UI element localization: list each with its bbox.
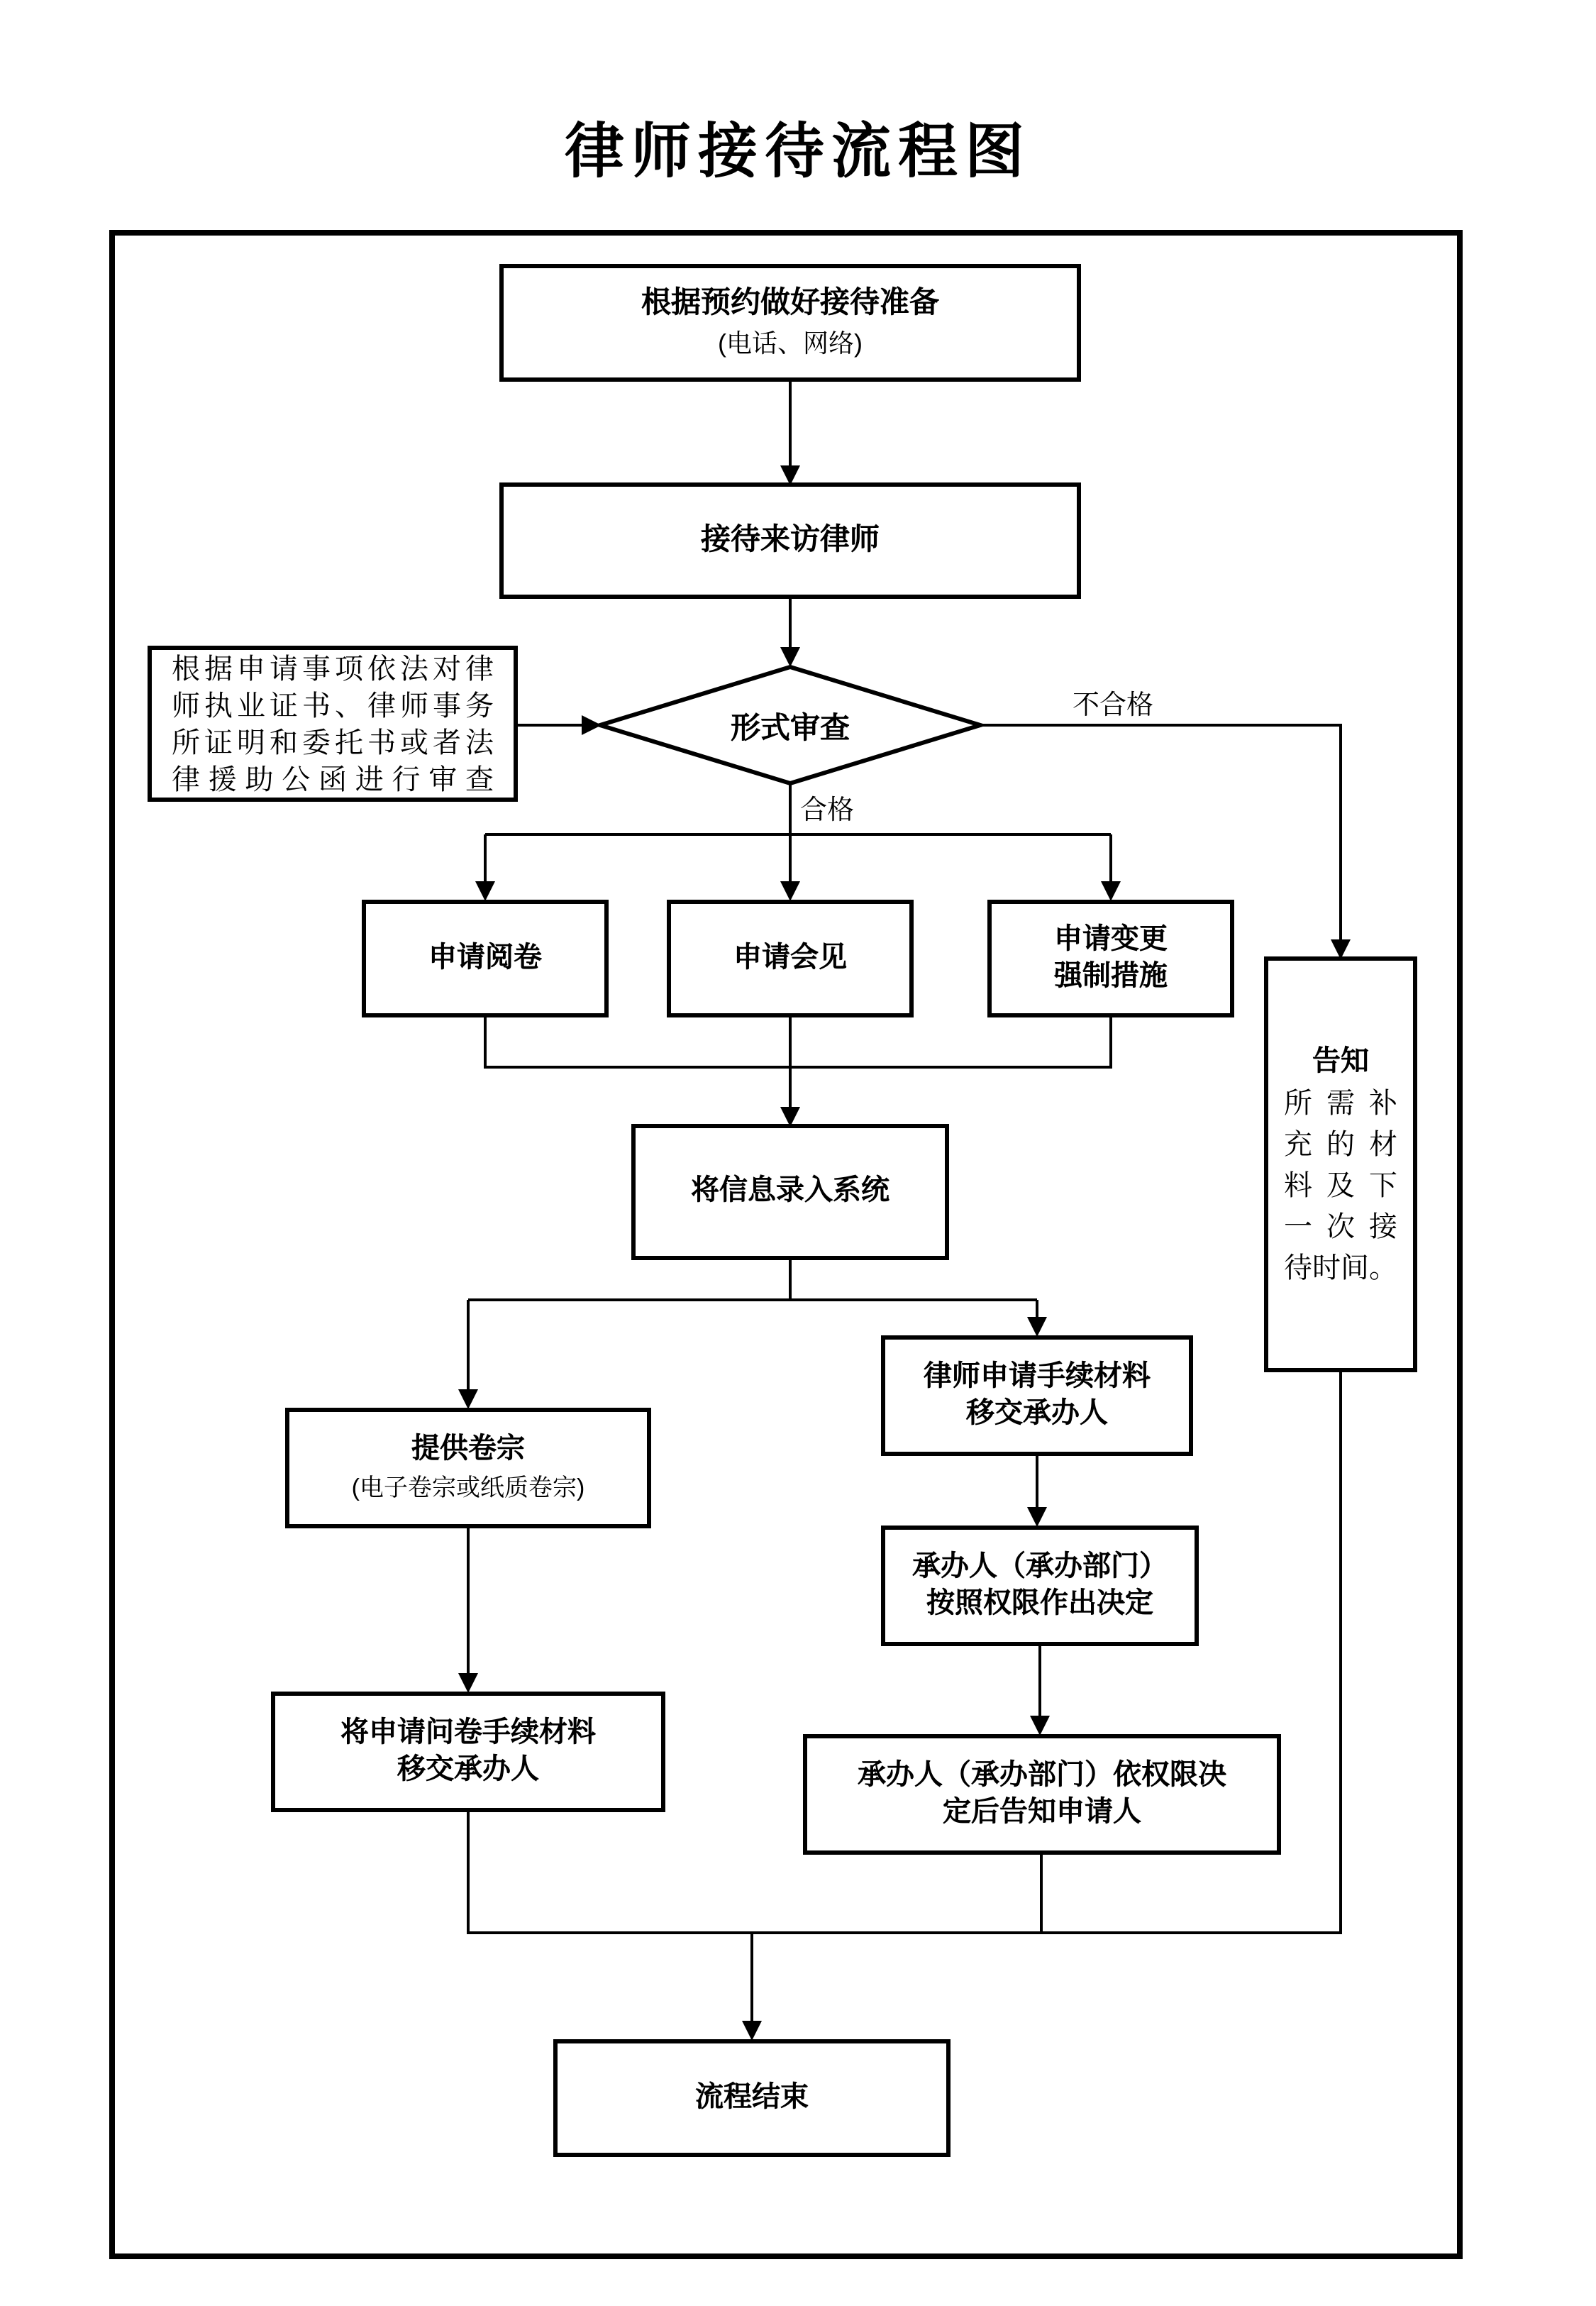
node-notify-line: 充的材 xyxy=(1284,1129,1397,1160)
node-handler-notify-line2: 定后告知申请人 xyxy=(943,1796,1141,1827)
node-end xyxy=(553,2039,951,2157)
node-notify-line: 待时间。 xyxy=(1284,1252,1397,1284)
node-receive xyxy=(499,482,1081,599)
node-apply-meeting-title: 申请会见 xyxy=(733,942,847,973)
node-prepare-title: 根据预约做好接待准备 xyxy=(641,287,939,320)
node-input-system xyxy=(631,1124,949,1260)
node-prepare xyxy=(499,264,1081,382)
node-handler-decide-line1: 承办人（承办部门） xyxy=(912,1550,1168,1582)
node-notify-line: 料及下 xyxy=(1284,1170,1397,1201)
node-lawyer-materials-line1: 律师申请手续材料 xyxy=(924,1360,1151,1392)
node-lawyer-materials-line2: 移交承办人 xyxy=(966,1397,1108,1428)
node-input-system-title: 将信息录入系统 xyxy=(691,1175,890,1207)
decision-node-label: 形式审查 xyxy=(731,712,850,745)
node-prepare-subtitle: (电话、网络) xyxy=(718,329,863,358)
node-apply-change-line1: 申请变更 xyxy=(1054,923,1168,955)
node-apply-meeting xyxy=(667,900,914,1017)
page-title: 律师接待流程图 xyxy=(564,118,1031,184)
node-apply-review xyxy=(362,900,609,1017)
branch-label-pass: 合格 xyxy=(800,796,855,826)
node-apply-review-title: 申请阅卷 xyxy=(428,942,542,973)
node-handler-decide-line2: 按照权限作出决定 xyxy=(926,1587,1153,1618)
review-note-line: 律援助公函进行审查 xyxy=(172,765,494,796)
node-provide-dossier xyxy=(285,1408,651,1528)
node-handler-decide xyxy=(881,1526,1199,1646)
node-handler-notify-line1: 承办人（承办部门）依权限决 xyxy=(858,1759,1226,1791)
node-handler-notify xyxy=(803,1734,1281,1855)
node-notify-line: 所需补 xyxy=(1284,1088,1397,1119)
node-notify-title: 告知 xyxy=(1312,1045,1369,1076)
node-apply-change xyxy=(987,900,1234,1017)
node-provide-dossier-subtitle: (电子卷宗或纸质卷宗) xyxy=(351,1474,585,1501)
review-note-line: 根据申请事项依法对律 xyxy=(172,654,494,685)
review-note-line: 师执业证书、律师事务 xyxy=(172,691,494,722)
review-note-line: 所证明和委托书或者法 xyxy=(172,728,494,759)
node-transfer-materials xyxy=(271,1692,665,1812)
node-transfer-materials-line2: 移交承办人 xyxy=(397,1753,539,1784)
node-apply-change-line2: 强制措施 xyxy=(1054,960,1168,991)
node-lawyer-materials xyxy=(881,1335,1193,1456)
node-notify xyxy=(1264,956,1417,1372)
node-notify-line: 一次接 xyxy=(1284,1211,1397,1242)
node-provide-dossier-title: 提供卷宗 xyxy=(411,1433,525,1465)
review-note-box xyxy=(148,646,518,802)
branch-label-fail: 不合格 xyxy=(1073,691,1154,721)
node-transfer-materials-line1: 将申请问卷手续材料 xyxy=(340,1716,596,1748)
node-end-title: 流程结束 xyxy=(695,2081,809,2113)
node-receive-title: 接待来访律师 xyxy=(701,523,880,556)
